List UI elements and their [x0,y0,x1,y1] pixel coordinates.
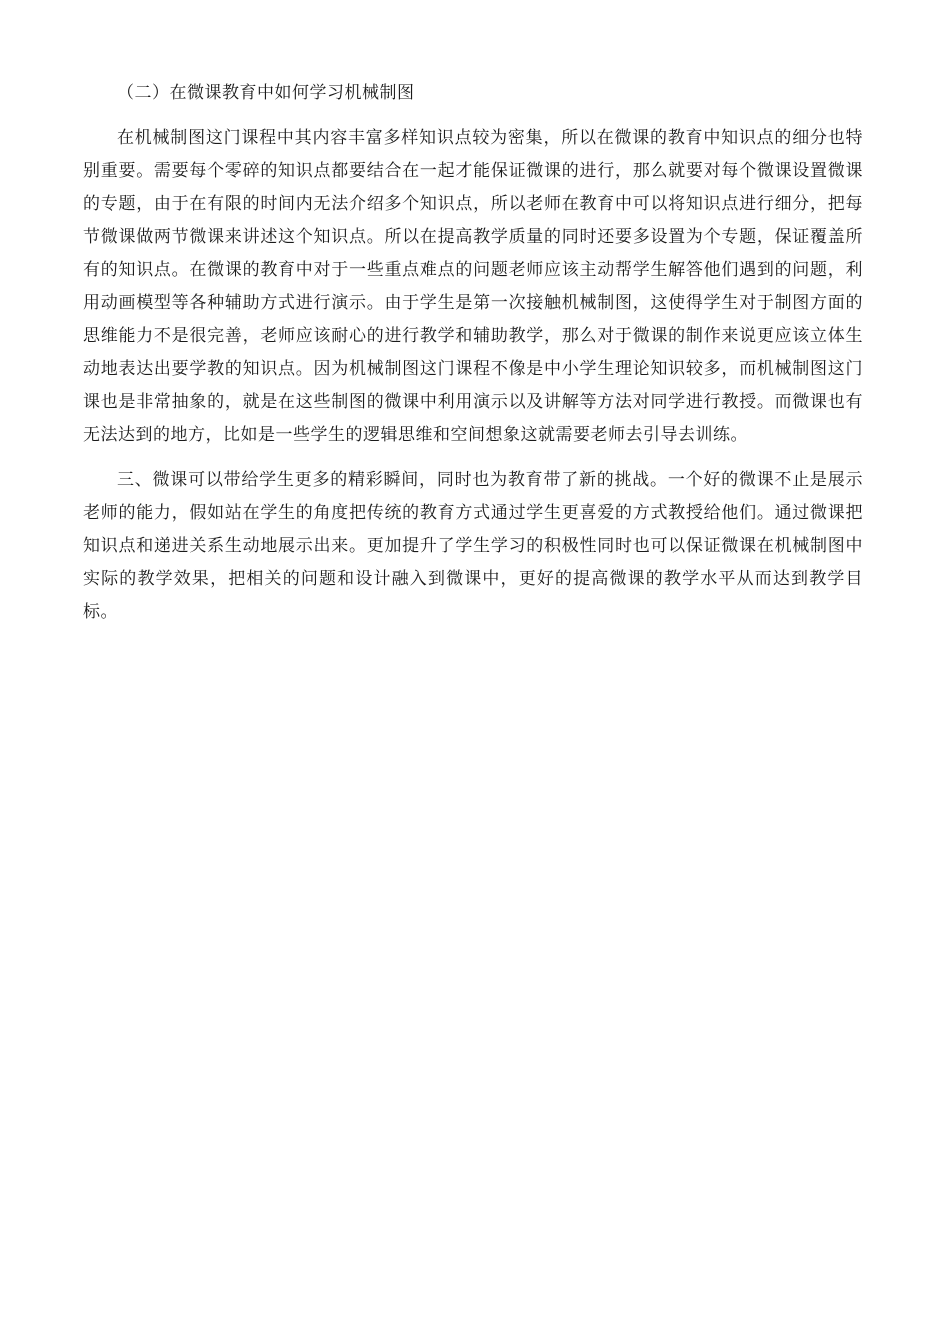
document-body [83,78,863,641]
paragraph-micro-lesson-conclusion: 三、微课可以带给学生更多的精彩瞬间，同时也为教育带了新的挑战。一个好的微课不止是展示老师的能力，假如站在学生的角度把传统的教育方式通过学生更喜爱的方式教授给他们。通过微课把知识点和递进关系生动地展示出来。更加提升了学生学习的积极性同时也可以保证微课在机械制图中实际的教学效果，把相关的问题和设计融入到微课中，更好的提高微课的教学水平从而达到教学目标。 [83,470,863,622]
section-heading: （二）在微课教育中如何学习机械制图 [117,83,415,103]
paragraph-course-content: 在机械制图这门课程中其内容丰富多样知识点较为密集，所以在微课的教育中知识点的细分也特别重要。需要每个零碎的知识点都要结合在一起才能保证微课的进行，那么就要对每个微课设置微课的专题，由于在有限的时间内无法介绍多个知识点，所以老师在教育中可以将知识点进行细分，把每节微课做两节微课来讲述这个知识点。所以在提高教学质量的同时还要多设置为个专题，保证覆盖所有的知识点。在微课的教育中对于一些重点难点的问题老师应该主动帮学生解答他们遇到的问题，利用动画模型等各种辅助方式进行演示。由于学生是第一次接触机械制图，这使得学生对于制图方面的思维能力不是很完善，老师应该耐心的进行教学和辅助教学，那么对于微课的制作来说更应该立体生动地表达出要学教的知识点。因为机械制图这门课程不像是中小学生理论知识较多，而机械制图这门课也是非常抽象的，就是在这些制图的微课中利用演示以及讲解等方法对同学进行教授。而微课也有无法达到的地方，比如是一些学生的逻辑思维和空间想象这就需要老师去引导去训练。 [83,128,863,445]
